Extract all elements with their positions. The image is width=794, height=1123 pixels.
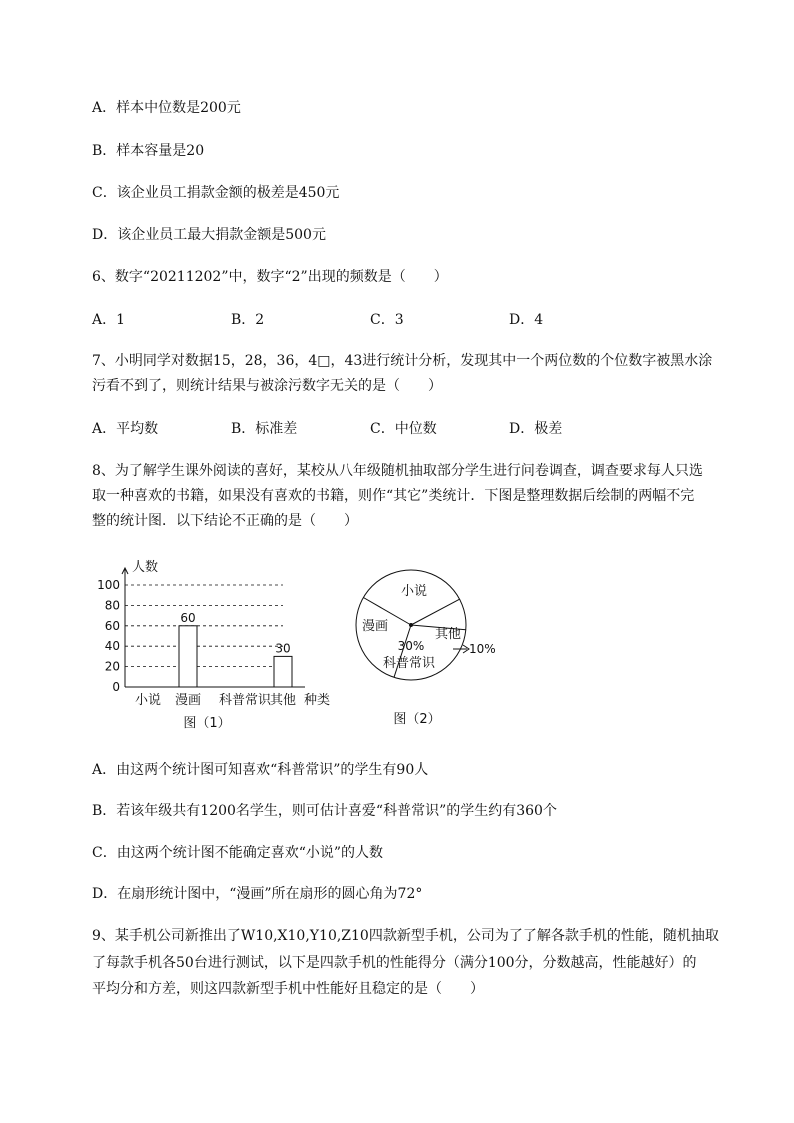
bar-data-label: 30 xyxy=(275,641,291,656)
q6-stem: 6、数字“20211202”中，数字“2”出现的频数是（ ） xyxy=(92,269,448,285)
q9-stem-line-1: 9、某手机公司新推出了W10,X10,Y10,Z10四款新型手机，公司为了了解各款手机的性能，随机抽取 xyxy=(92,928,719,944)
q8-option-b: B．若该年级共有1200名学生，则可估计喜爱“科普常识”的学生约有360个 xyxy=(92,803,557,819)
bar xyxy=(274,656,292,687)
bar-data-label: 60 xyxy=(180,610,196,625)
y-axis-label: 人数 xyxy=(131,560,159,575)
q9-stem-line-3: 平均分和方差，则这四款新型手机中性能好且稳定的是（ ） xyxy=(92,981,484,997)
pie-center-dot xyxy=(409,623,413,627)
q8-option-a: A．由这两个统计图可知喜欢“科普常识”的学生有90人 xyxy=(92,762,429,778)
q7-stem-line-1: 7、小明同学对数据15，28，36，4□，43进行统计分析，发现其中一个两位数的个位数字被黑水涂 xyxy=(92,353,713,369)
q6-option-d: D．4 xyxy=(509,312,544,328)
q7-option-b: B．标准差 xyxy=(231,421,298,437)
q9-stem-line-2: 了每款手机各50台进行测试，以下是四款手机的性能得分（满分100分，分数越高，性能越好）的 xyxy=(92,955,697,971)
pie-chart-figure-2 xyxy=(345,560,515,730)
figure-1-caption: 图（1） xyxy=(183,716,231,731)
pie-label-manhua: 漫画 xyxy=(361,619,389,634)
pie-label-percent-qita: 10% xyxy=(469,642,496,656)
q7-option-a: A．平均数 xyxy=(92,421,159,437)
q5-option-a: A．样本中位数是200元 xyxy=(92,100,241,116)
bar-chart-figure-1 xyxy=(95,555,345,735)
pie-label-xiaoshuo: 小说 xyxy=(400,584,428,599)
q7-stem-line-2: 污看不到了，则统计结果与被涂污数字无关的是（ ） xyxy=(92,378,442,394)
y-tick-label: 80 xyxy=(104,598,120,613)
q5-option-c: C．该企业员工捐款金额的极差是450元 xyxy=(92,185,340,201)
q7-option-d: D．极差 xyxy=(509,421,563,437)
q6-option-a: A．1 xyxy=(92,312,126,328)
pie-label-percent-kepu: 30% xyxy=(397,639,425,653)
q8-stem-line-3: 整的统计图．以下结论不正确的是（ ） xyxy=(92,513,358,529)
q8-stem-line-2: 取一种喜欢的书籍，如果没有喜欢的书籍，则作“其它”类统计．下图是整理数据后绘制的两幅不完 xyxy=(92,488,695,504)
q5-option-b: B．样本容量是20 xyxy=(92,143,205,159)
pie-label-kepu: 科普常识 xyxy=(382,656,436,671)
x-tick-label: 科普常识 xyxy=(218,693,272,708)
y-tick-label: 20 xyxy=(104,659,120,674)
y-tick-label: 60 xyxy=(104,618,120,633)
q8-option-c: C．由这两个统计图不能确定喜欢“小说”的人数 xyxy=(92,845,384,861)
x-tick-label: 小说 xyxy=(134,693,162,708)
x-axis-label: 种类 xyxy=(303,693,331,708)
pie-label-qita: 其他 xyxy=(434,627,462,642)
y-tick-label: 40 xyxy=(104,639,120,654)
q8-option-d: D．在扇形统计图中，“漫画”所在扇形的圆心角为72° xyxy=(92,886,423,902)
q6-option-b: B．2 xyxy=(231,312,265,328)
y-tick-label: 0 xyxy=(112,680,120,694)
q6-option-c: C．3 xyxy=(370,312,404,328)
q8-stem-line-1: 8、为了解学生课外阅读的喜好，某校从八年级随机抽取部分学生进行问卷调查，调查要求每人只选 xyxy=(92,463,703,479)
x-tick-label: 其他 xyxy=(269,693,297,708)
q5-option-d: D．该企业员工最大捐款金额是500元 xyxy=(92,227,326,243)
x-tick-label: 漫画 xyxy=(174,693,202,708)
bar xyxy=(179,626,197,687)
q7-option-c: C．中位数 xyxy=(370,421,437,437)
y-tick-label: 100 xyxy=(97,578,120,592)
figure-2-caption: 图（2） xyxy=(393,712,441,727)
